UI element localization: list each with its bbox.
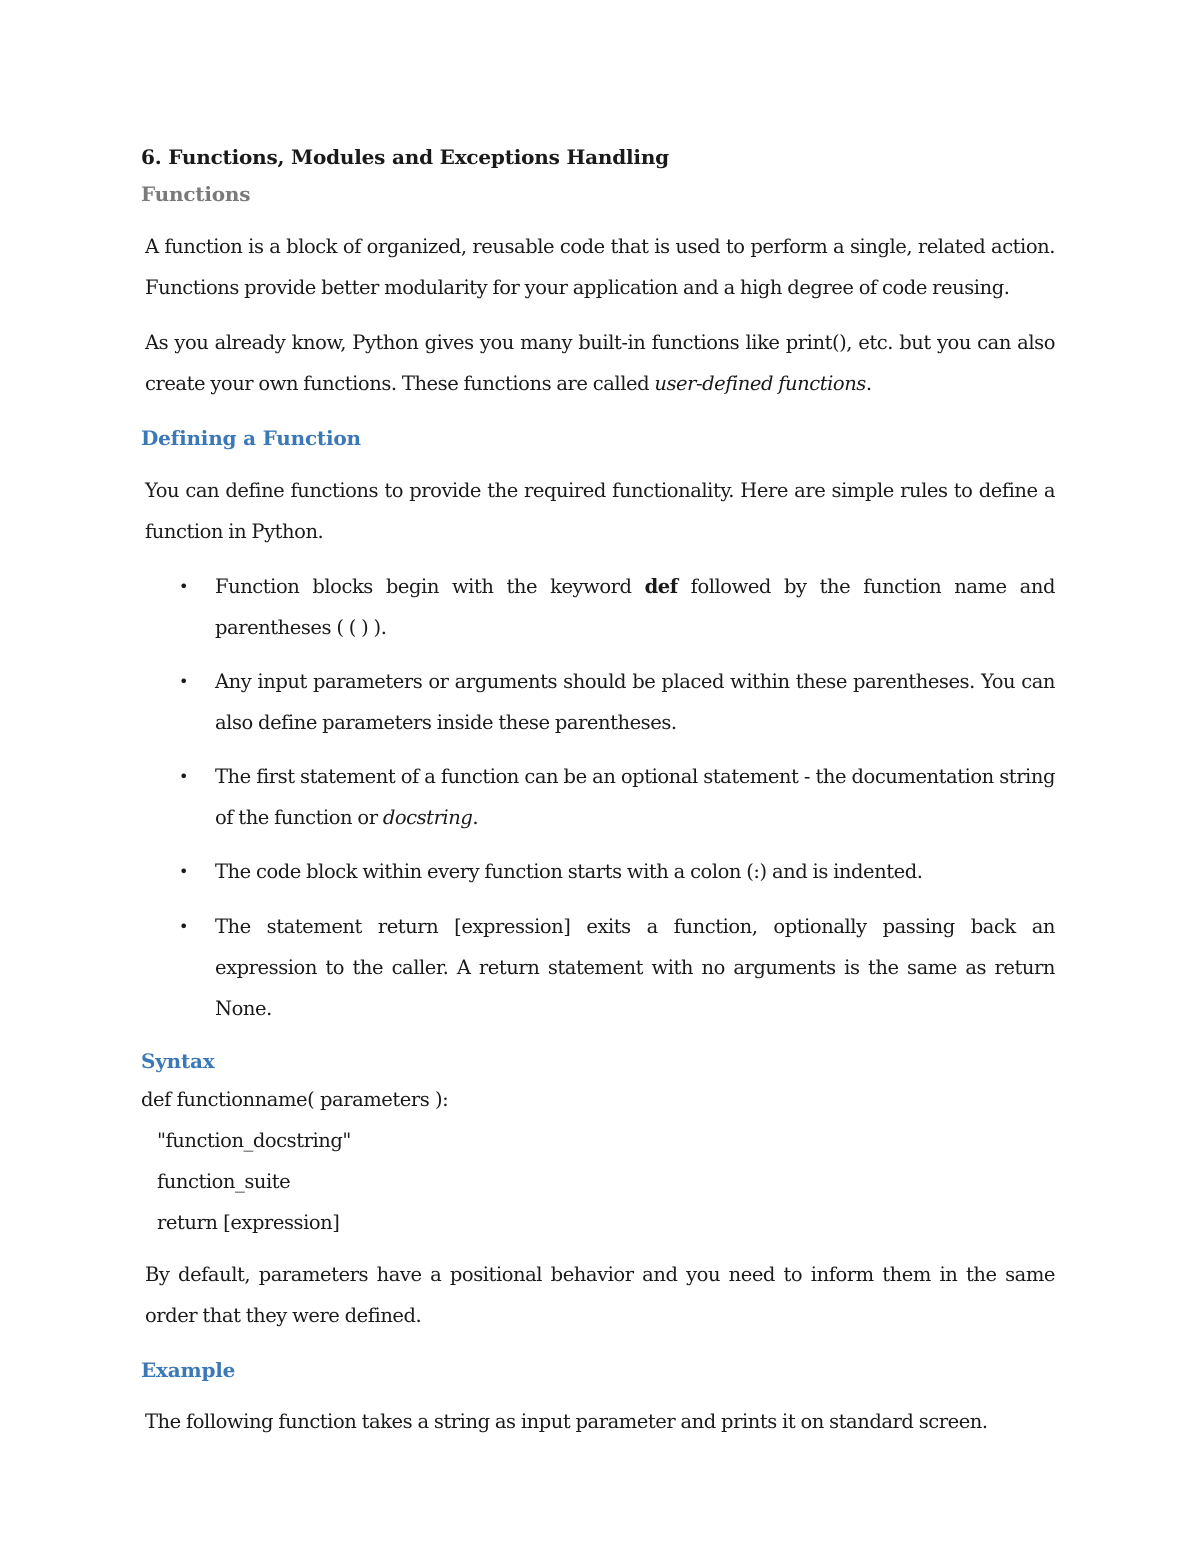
example-paragraph: The following function takes a string as input parameter and prints it on standard screen.: [145, 1410, 988, 1433]
rule-item-parameters: [141, 661, 1055, 743]
docstring-term: docstring: [382, 806, 473, 829]
intro-paragraph-2-period: .: [865, 372, 872, 395]
intro-paragraph-2-text: As you already know, Python gives you many built-in functions like print(), etc. but you can also create your own functions. These functions are called: [145, 331, 1055, 395]
syntax-code-block: [141, 1079, 1055, 1243]
syntax-line-suite: function_suite: [157, 1170, 291, 1193]
rule-item-def-keyword: [141, 566, 1055, 648]
def-keyword: def: [644, 575, 678, 598]
syntax-line-def: def functionname( parameters ):: [141, 1088, 449, 1111]
rule-item-colon-indent: [141, 851, 1055, 892]
rules-list: [141, 566, 1055, 1029]
defining-function-heading: Defining a Function: [141, 426, 361, 450]
rule-item-return: [141, 906, 1055, 1029]
syntax-line-return: return [expression]: [157, 1211, 340, 1234]
rule-3-period: .: [472, 806, 479, 829]
bullet-icon: •: [179, 767, 188, 786]
bullet-icon: •: [179, 672, 188, 691]
rule-item-docstring: [141, 756, 1055, 838]
rule-5-text: The statement return [expression] exits a function, optionally passing back an expression to the caller. A return statement with no arguments is the same as return None.: [215, 915, 1055, 1020]
rule-2-text: Any input parameters or arguments should be placed within these parentheses. You can also define parameters inside these parentheses.: [215, 670, 1055, 734]
bullet-icon: •: [179, 862, 188, 881]
rule-1-text-end: followed by the function name and parentheses ( ( ) ).: [215, 575, 1055, 639]
intro-paragraph-1: A function is a block of organized, reusable code that is used to perform a single, related action. Functions provide better modularity for your application and a high degree of code reusing.: [145, 235, 1055, 299]
defining-paragraph: You can define functions to provide the required functionality. Here are simple rules to define a function in Python.: [145, 479, 1055, 543]
rule-1-text: Function blocks begin with the keyword: [215, 575, 645, 598]
chapter-title: 6. Functions, Modules and Exceptions Handling: [141, 145, 669, 169]
syntax-line-docstring: "function_docstring": [157, 1129, 351, 1152]
functions-heading: Functions: [141, 182, 251, 206]
user-defined-functions-term: user-defined functions: [654, 372, 866, 395]
example-heading: Example: [141, 1358, 236, 1382]
syntax-heading: Syntax: [141, 1049, 215, 1073]
rule-3-text: The first statement of a function can be an optional statement - the documentation string of the function or: [215, 765, 1055, 829]
page-content: [141, 140, 1055, 1442]
intro-paragraph-2: [141, 322, 1055, 404]
default-behavior-paragraph: By default, parameters have a positional behavior and you need to inform them in the same order that they were defined.: [145, 1263, 1055, 1327]
bullet-icon: •: [179, 577, 188, 596]
bullet-icon: •: [179, 917, 188, 936]
rule-4-text: The code block within every function starts with a colon (:) and is indented.: [215, 860, 923, 883]
